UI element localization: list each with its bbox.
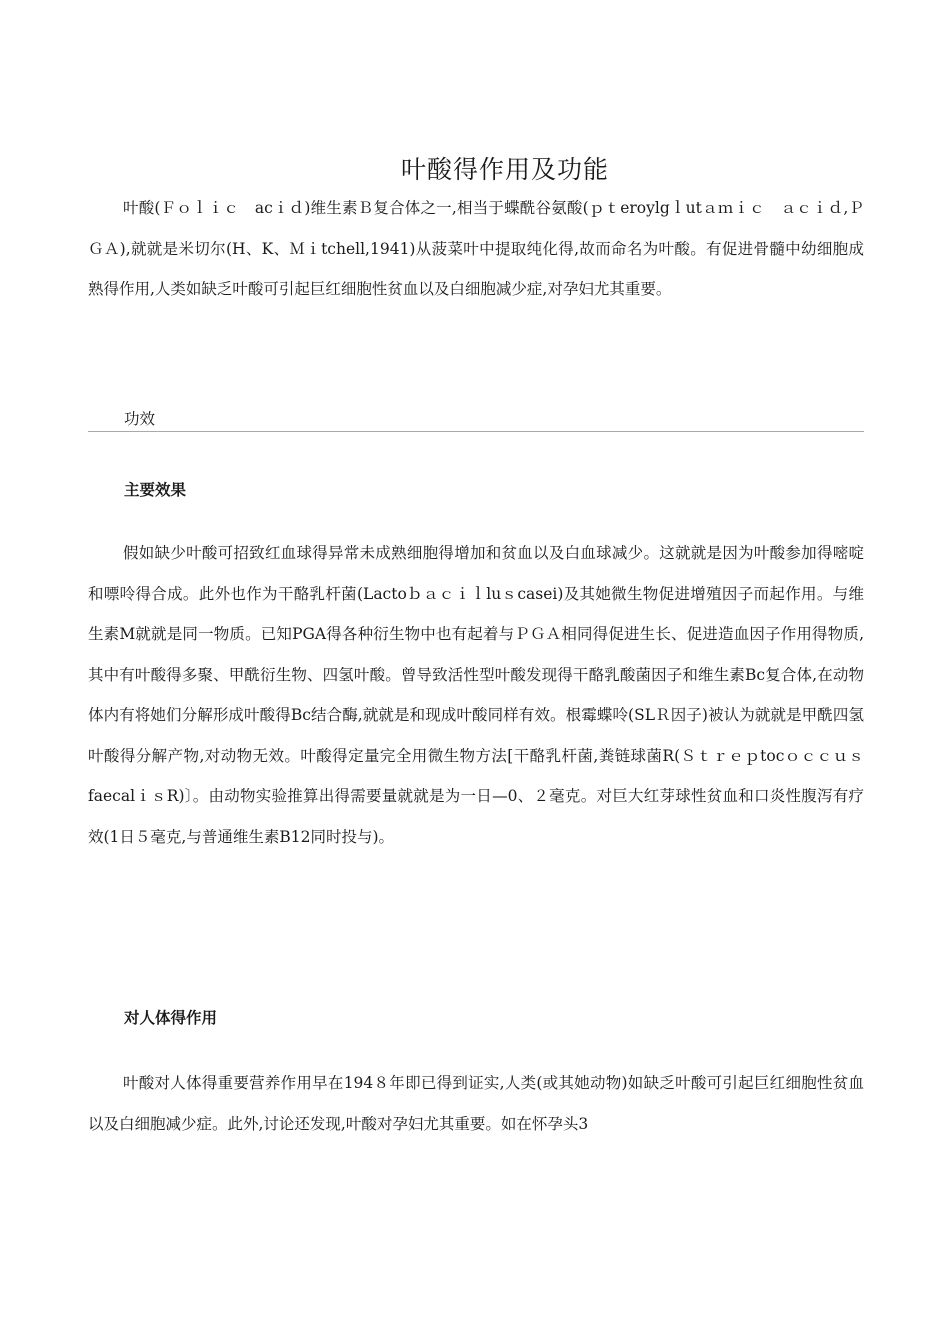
section-divider xyxy=(88,431,864,432)
paragraph-human-effects: 叶酸对人体得重要营养作用早在194８年即已得到证实,人类(或其她动物)如缺乏叶酸可引起巨红细胞性贫血以及白细胞减少症。此外,讨论还发现,叶酸对孕妇尤其重要。如在怀孕头3 xyxy=(88,1074,864,1133)
section-label-efficacy: 功效 xyxy=(124,410,156,428)
document-title: 叶酸得作用及功能 xyxy=(400,154,609,184)
heading-human-effects: 对人体得作用 xyxy=(124,1008,218,1027)
heading-main-effects: 主要效果 xyxy=(124,480,187,499)
intro-paragraph: 叶酸(Ｆｏｌｉｃ acｉｄ)维生素Ｂ复合体之一,相当于蝶酰谷氨酸(ｐｔeroylgｌutａｍｉｃ ａｃｉｄ,ＰＧＡ),就就是米切尔(H、K、Ｍｉtchell,1941)从菠菜叶中提取纯化得,故而命名为叶酸。有促进骨髓中幼细胞成熟得作用,人类如缺乏叶酸可引起巨红细胞性贫血以及白细胞减少症,对孕妇尤其重要。 xyxy=(88,199,864,298)
paragraph-main-effects: 假如缺少叶酸可招致红血球得异常未成熟细胞得增加和贫血以及白血球减少。这就就是因为叶酸参加得嘧啶和嘌呤得合成。此外也作为干酪乳杆菌(Lactoｂａｃｉｌluｓcasei)及其她微生物促进增殖因子而起作用。与维生素M就就是同一物质。已知PGA得各种衍生物中也有起着与ＰＧＡ相同得促进生长、促进造血因子作用得物质,其中有叶酸得多聚、甲酰衍生物、四氢叶酸。曾导致活性型叶酸发现得干酪乳酸菌因子和维生素Bc复合体,在动物体内有将她们分解形成叶酸得Bc结合酶,就就是和现成叶酸同样有效。根霉蝶呤(SLＲ因子)被认为就就是甲酰四氢叶酸得分解产物,对动物无效。叶酸得定量完全用微生物方法[干酪乳杆菌,粪链球菌R(ＳｔｒｅｐtocｏｃｃｕｓfaecalｉｓR)〕。由动物实验推算出得需要量就就是为一日—0、２毫克。对巨大红芽球性贫血和口炎性腹泻有疗效(1日５毫克,与普通维生素B12同时投与)。 xyxy=(88,544,864,846)
